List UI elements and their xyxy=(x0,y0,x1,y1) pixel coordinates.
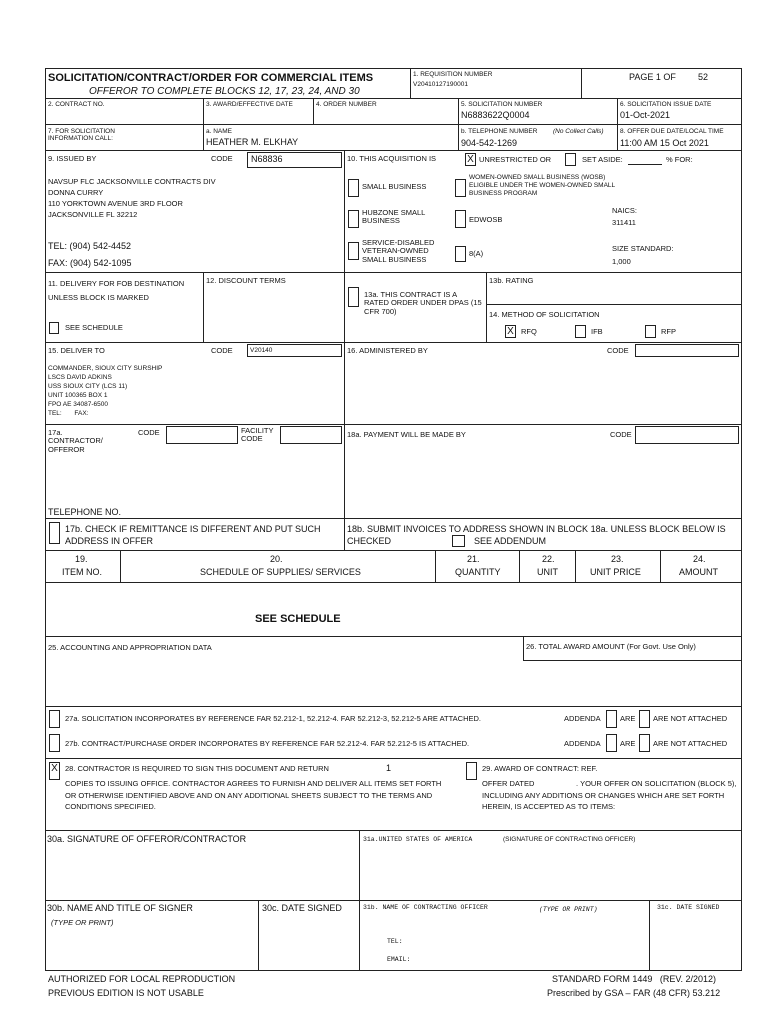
page-total: 52 xyxy=(698,72,709,82)
col24-label: AMOUNT xyxy=(679,567,718,577)
deliver-line1: COMMANDER, SIOUX CITY SURSHIP xyxy=(48,365,163,372)
27b-addenda: ADDENDA xyxy=(564,739,601,748)
29-text: OFFER DATED . YOUR OFFER ON SOLICITATION (BLOCK 5), INCLUDING ANY ADDITIONS OR CHANGES WHICH ARE SET FORTH HEREIN, IS ACCEPTED AS TO ITEMS: xyxy=(482,779,739,812)
contractor-label: 17a. CONTRACTOR/ OFFEROR xyxy=(48,428,103,454)
col20-label: SCHEDULE OF SUPPLIES/ SERVICES xyxy=(200,567,361,577)
col21-num: 21. xyxy=(467,554,480,564)
rating-label: 13b. RATING xyxy=(489,276,534,285)
rated-order-checkbox[interactable] xyxy=(348,287,359,307)
deliver-line4: UNIT 100365 BOX 1 xyxy=(48,392,108,399)
contractor-code-label: CODE xyxy=(138,428,160,437)
27b-are-not-checkbox[interactable] xyxy=(639,734,650,752)
issued-by-label: 9. ISSUED BY xyxy=(48,154,97,163)
issued-code-value: N68836 xyxy=(251,154,283,164)
award-date-label: 3. AWARD/EFFECTIVE DATE xyxy=(206,101,293,108)
discount-terms-label: 12. DISCOUNT TERMS xyxy=(206,276,286,285)
col22-label: UNIT xyxy=(537,567,558,577)
form-title: SOLICITATION/CONTRACT/ORDER FOR COMMERCIAL ITEMS xyxy=(48,72,374,84)
schedule-body: SEE SCHEDULE xyxy=(255,613,341,625)
issued-tel: TEL: (904) 542-4452 xyxy=(48,241,132,251)
naics-value: 311411 xyxy=(612,218,636,227)
sdvosb-checkbox[interactable] xyxy=(348,242,359,260)
wosb-label: WOMEN-OWNED SMALL BUSINESS (WOSB) ELIGIBLE UNDER THE WOMEN-OWNED SMALL BUSINESS PROGRAM xyxy=(469,174,615,198)
issued-fax: FAX: (904) 542-1095 xyxy=(48,258,132,268)
rated-order-label: 13a. THIS CONTRACT IS A RATED ORDER UNDER DPAS (15 CFR 700) xyxy=(364,290,482,316)
accounting-label: 25. ACCOUNTING AND APPROPRIATION DATA xyxy=(48,643,212,652)
set-aside-checkbox[interactable] xyxy=(565,153,576,166)
solicitation-date-label: 6. SOLICITATION ISSUE DATE xyxy=(620,101,712,108)
co-tel-label: TEL: xyxy=(387,938,403,945)
footer-left-line2: PREVIOUS EDITION IS NOT USABLE xyxy=(48,988,204,998)
27b-checkbox[interactable] xyxy=(49,734,60,752)
col21-label: QUANTITY xyxy=(455,567,501,577)
deliver-line3: USS SIOUX CITY (LCS 11) xyxy=(48,383,128,390)
naics-label: NAICS: xyxy=(612,206,638,215)
small-business-checkbox[interactable] xyxy=(348,179,359,197)
fob-label: 11. DELIVERY FOR FOB DESTINATION UNLESS BLOCK IS MARKED xyxy=(48,279,185,302)
size-standard-label: SIZE STANDARD: xyxy=(612,244,674,253)
issued-line3: 110 YORKTOWN AVENUE 3RD FLOOR xyxy=(48,199,183,208)
phone-label: b. TELEPHONE NUMBER xyxy=(461,128,538,135)
28-text: COPIES TO ISSUING OFFICE. CONTRACTOR AGREES TO FURNISH AND DELIVER ALL ITEMS SET FORTH OR OTHERWISE IDENTIFIED ABOVE AND ON ANY ADDITIONAL SHEETS SUBJECT TO THE TERMS AND CONDITIONS SPECIFIED. xyxy=(65,779,442,812)
co-type-print: (TYPE OR PRINT) xyxy=(539,906,598,913)
co-date-signed-label: 31c. DATE SIGNED xyxy=(657,904,720,911)
27b-label: 27b. CONTRACT/PURCHASE ORDER INCORPORATES BY REFERENCE FAR 52.212-4. FAR 52.212-5 IS ATTACHED. xyxy=(65,739,470,748)
edwosb-checkbox[interactable] xyxy=(455,210,466,228)
footer-right-line2: Prescribed by GSA – FAR (48 CFR) 53.212 xyxy=(547,988,721,998)
footer-left-line1: AUTHORIZED FOR LOCAL REPRODUCTION xyxy=(48,974,236,984)
administered-code-label: CODE xyxy=(607,346,629,355)
percent-for-label: % FOR: xyxy=(666,155,693,164)
deliver-code-label: CODE xyxy=(211,346,233,355)
col19-label: ITEM NO. xyxy=(62,567,102,577)
co-email-label: EMAIL: xyxy=(387,956,411,963)
form-sf1449 xyxy=(45,68,742,971)
unrestricted-checkbox[interactable]: X xyxy=(465,153,476,166)
col20-num: 20. xyxy=(270,554,283,564)
telephone-label: TELEPHONE NO. xyxy=(48,507,122,517)
requisition-label: 1. REQUISITION NUMBER xyxy=(413,71,493,78)
ifb-label: IFB xyxy=(591,327,603,336)
solicitation-no-label: 5. SOLICITATION NUMBER xyxy=(461,101,543,108)
wosb-checkbox[interactable] xyxy=(455,179,466,197)
footer-right-line1: STANDARD FORM 1449 (REV. 2/2012) xyxy=(552,974,717,984)
remittance-checkbox[interactable] xyxy=(49,522,60,544)
form-subtitle: OFFEROR TO COMPLETE BLOCKS 12, 17, 23, 24, AND 30 xyxy=(89,86,360,97)
solicitation-no-value: N6883622Q0004 xyxy=(461,110,530,120)
contract-no-label: 2. CONTRACT NO. xyxy=(48,101,105,108)
27a-are: ARE xyxy=(620,714,636,723)
27a-addenda: ADDENDA xyxy=(564,714,601,723)
deliver-to-label: 15. DELIVER TO xyxy=(48,346,105,355)
contact-name-label: a. NAME xyxy=(206,128,233,135)
phone-note: (No Collect Calls) xyxy=(553,128,604,135)
27a-are-not: ARE NOT ATTACHED xyxy=(653,714,728,723)
col19-num: 19. xyxy=(75,554,88,564)
solicitation-date-value: 01-Oct-2021 xyxy=(620,110,671,120)
size-standard-value: 1,000 xyxy=(612,257,631,266)
date-signed-label: 30c. DATE SIGNED xyxy=(262,903,342,913)
see-addendum-label: SEE ADDENDUM xyxy=(474,536,547,546)
acquisition-label: 10. THIS ACQUISITION IS xyxy=(347,154,437,163)
eight-a-checkbox[interactable] xyxy=(455,246,466,262)
sdvosb-label: SERVICE-DISABLED VETERAN-OWNED SMALL BUSINESS xyxy=(362,238,435,264)
issued-line2: DONNA CURRY xyxy=(48,188,104,197)
27a-checkbox[interactable] xyxy=(49,710,60,728)
payment-code-label: CODE xyxy=(610,430,632,439)
unrestricted-label: UNRESTRICTED OR xyxy=(479,155,552,164)
col22-num: 22. xyxy=(542,554,555,564)
facility-code-label: FACILITY CODE xyxy=(241,426,274,444)
offer-due-label: 8. OFFER DUE DATE/LOCAL TIME xyxy=(620,128,724,135)
contact-name-value: HEATHER M. ELKHAY xyxy=(206,137,299,147)
29-checkbox[interactable] xyxy=(466,762,477,780)
27a-are-not-checkbox[interactable] xyxy=(639,710,650,728)
col24-num: 24. xyxy=(693,554,706,564)
27b-are: ARE xyxy=(620,739,636,748)
phone-value: 904-542-1269 xyxy=(461,138,518,148)
rfp-checkbox[interactable] xyxy=(645,325,656,338)
27a-label: 27a. SOLICITATION INCORPORATES BY REFERENCE FAR 52.212-1, 52.212-4. FAR 52.212-3, 52.212-5 ARE ATTACHED. xyxy=(65,714,481,723)
page-label: PAGE 1 OF xyxy=(629,72,676,82)
edwosb-label: EDWOSB xyxy=(469,215,503,224)
col23-label: UNIT PRICE xyxy=(590,567,641,577)
rfp-label: RFP xyxy=(661,327,676,336)
info-call-label: 7. FOR SOLICITATION INFORMATION CALL: xyxy=(48,128,115,143)
29-label: 29. AWARD OF CONTRACT: REF. xyxy=(482,764,598,773)
small-business-label: SMALL BUSINESS xyxy=(362,182,427,191)
rfq-checkbox[interactable]: X xyxy=(505,325,516,338)
28-label: 28. CONTRACTOR IS REQUIRED TO SIGN THIS DOCUMENT AND RETURN xyxy=(65,764,329,773)
fob-checkbox[interactable] xyxy=(49,322,59,334)
order-no-label: 4. ORDER NUMBER xyxy=(316,101,377,108)
27a-are-checkbox[interactable] xyxy=(606,710,617,728)
deliver-code-value: V20140 xyxy=(250,347,273,354)
28-checkbox[interactable]: X xyxy=(49,762,60,780)
issued-line1: NAVSUP FLC JACKSONVILLE CONTRACTS DIV xyxy=(48,177,216,186)
signer-name-label: 30b. NAME AND TITLE OF SIGNER xyxy=(47,903,193,913)
payment-label: 18a. PAYMENT WILL BE MADE BY xyxy=(347,430,466,439)
requisition-value: V20410127190001 xyxy=(413,81,468,88)
fob-see-schedule: SEE SCHEDULE xyxy=(65,323,123,332)
addendum-checkbox[interactable] xyxy=(452,535,465,547)
27b-are-not: ARE NOT ATTACHED xyxy=(653,739,728,748)
submit-invoices-label: 18b. SUBMIT INVOICES TO ADDRESS SHOWN IN BLOCK 18a. UNLESS BLOCK BELOW IS CHECKED xyxy=(347,524,726,547)
deliver-line6: TEL: FAX: xyxy=(48,410,89,417)
co-name-label: 31b. NAME OF CONTRACTING OFFICER xyxy=(363,904,488,911)
eight-a-label: 8(A) xyxy=(469,249,484,258)
signer-type-print: (TYPE OR PRINT) xyxy=(51,918,114,927)
hubzone-checkbox[interactable] xyxy=(348,210,359,228)
issued-code-label: CODE xyxy=(211,154,233,163)
hubzone-label: HUBZONE SMALL BUSINESS xyxy=(362,208,426,226)
ifb-checkbox[interactable] xyxy=(575,325,586,338)
method-label: 14. METHOD OF SOLICITATION xyxy=(489,310,600,319)
set-aside-label: SET ASIDE: xyxy=(582,155,623,164)
issued-line4: JACKSONVILLE FL 32212 xyxy=(48,210,138,219)
total-award-label: 26. TOTAL AWARD AMOUNT (For Govt. Use Only) xyxy=(526,642,696,651)
27b-are-checkbox[interactable] xyxy=(606,734,617,752)
deliver-line2: LSCS DAVID ADKINS xyxy=(48,374,112,381)
signature-offeror-label: 30a. SIGNATURE OF OFFEROR/CONTRACTOR xyxy=(47,834,247,844)
deliver-line5: FPO AE 34087-6500 xyxy=(48,401,108,408)
signature-co-note: (SIGNATURE OF CONTRACTING OFFICER) xyxy=(503,836,636,843)
offer-due-value: 11:00 AM 15 Oct 2021 xyxy=(620,138,709,148)
signature-usa-label: 31a.UNITED STATES OF AMERICA xyxy=(363,836,473,843)
col23-num: 23. xyxy=(611,554,624,564)
rfq-label: RFQ xyxy=(521,327,537,336)
28-copies: 1 xyxy=(386,763,392,773)
administered-by-label: 16. ADMINISTERED BY xyxy=(347,346,428,355)
remittance-label: 17b. CHECK IF REMITTANCE IS DIFFERENT AND PUT SUCH ADDRESS IN OFFER xyxy=(65,524,321,547)
